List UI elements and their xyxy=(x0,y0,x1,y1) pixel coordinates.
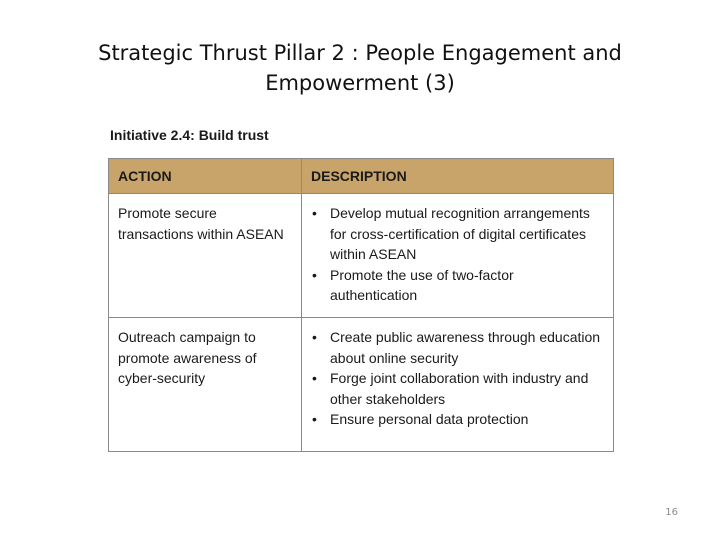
bullet-icon: • xyxy=(312,266,317,283)
description-list xyxy=(311,327,604,430)
list-item-text: Ensure personal data protection xyxy=(330,411,529,427)
bullet-icon: • xyxy=(312,411,317,427)
bullet-icon: • xyxy=(312,370,317,386)
table-header-row xyxy=(109,159,614,194)
description-cell xyxy=(302,194,614,318)
action-cell: Promote secure transactions within ASEAN xyxy=(109,194,302,318)
slide-title-line-1: Strategic Thrust Pillar 2 : People Engagement and xyxy=(98,41,622,65)
page-number: 16 xyxy=(665,507,678,518)
list-item xyxy=(311,265,604,306)
list-item xyxy=(311,368,604,409)
bullet-icon: • xyxy=(312,329,317,345)
list-item xyxy=(311,203,604,265)
action-cell: Outreach campaign to promote awareness of cyber-security xyxy=(109,318,302,452)
description-cell xyxy=(302,318,614,452)
column-header-action: ACTION xyxy=(109,159,302,194)
slide-title-line-2: Empowerment (3) xyxy=(265,71,455,95)
slide-title xyxy=(40,38,680,98)
list-item-text: Create public awareness through education about online security xyxy=(330,329,601,366)
initiative-heading: Initiative 2.4: Build trust xyxy=(110,127,269,143)
description-list xyxy=(311,203,604,306)
column-header-description: DESCRIPTION xyxy=(302,159,614,194)
list-item-text: Forge joint collaboration with industry and other stakeholders xyxy=(330,370,589,407)
list-item xyxy=(311,409,604,430)
list-item-text: Promote the use of two-factor authentication xyxy=(330,266,514,303)
list-item xyxy=(311,327,604,368)
table-row xyxy=(109,194,614,318)
table-row xyxy=(109,318,614,452)
bullet-icon: • xyxy=(312,205,317,221)
initiative-table xyxy=(108,158,614,452)
list-item-text: Develop mutual recognition arrangements for cross-certification of digital certificates within ASEAN xyxy=(330,205,590,262)
